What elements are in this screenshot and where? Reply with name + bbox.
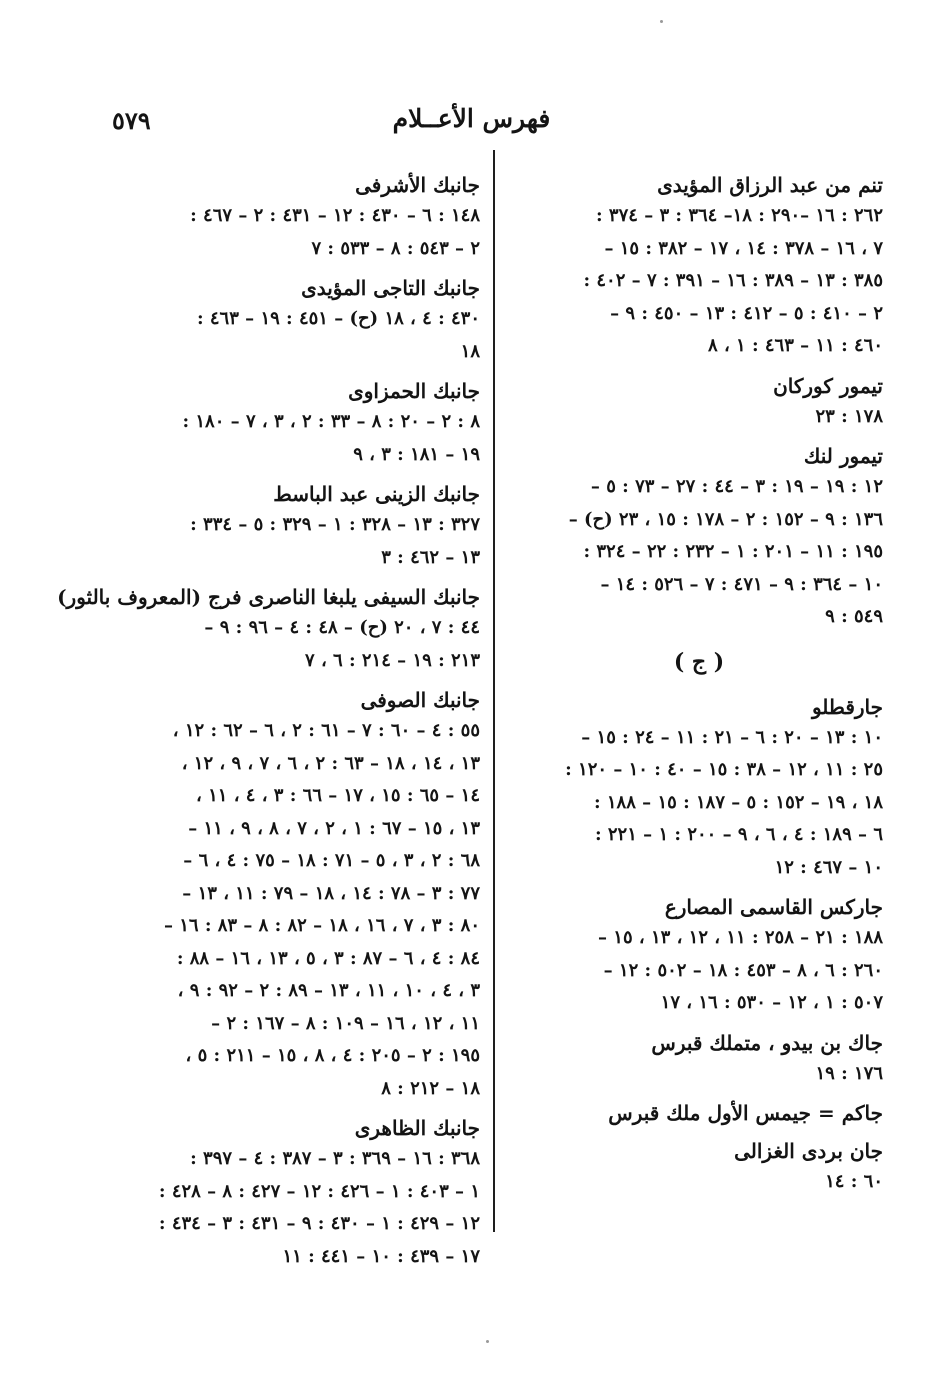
entry-references: ٥٥ : ٤ – ٦٠ : ٧ – ٦١ : ٢ ، ٦ – ٦٢ : ١٢ ، (172, 720, 480, 741)
entry-references: ١٨ ، ١٩ – ١٥٢ : ٥ – ١٨٧ : ١٥ – ١٨٨ : (593, 791, 883, 813)
entry-references: ١٠ – ٣٦٤ : ٩ – ٤٧١ : ٧ – ٥٢٦ : ١٤ – (600, 573, 883, 595)
entry-references: ٢ – ٤١٠ : ٥ – ٤١٢ : ١٣ – ٤٥٠ : ٩ – (610, 302, 883, 324)
entry-references: ٥٠٧ : ١ ، ١٢ – ٥٣٠ : ١٦ ، ١٧ (660, 992, 883, 1013)
entry-name: تيمور لنك (803, 444, 883, 468)
index-entry (515, 692, 883, 885)
scan-speck (660, 20, 663, 23)
entry-references: ١٧٦ : ١٩ (815, 1062, 883, 1084)
entry-references: ٢٦٢ : ١٦ –٢٩٠ : ١٨– ٣٦٤ : ٣ – ٣٧٤ : (595, 205, 883, 226)
entry-references: ٦ – ١٨٩ : ٤ ، ٦ ، ٩ – ٢٠٠ : ١ – ٢٢١ : (594, 824, 883, 845)
entry-name: جانبك الحمزاوى (348, 379, 480, 403)
entry-references: ١١ ، ١٢ ، ١٦ – ١٠٩ : ٨ – ١٦٧ : ٢ – (211, 1012, 480, 1034)
entry-references: ٢٥ : ١١ ، ١٢ – ٣٨ : ١٥ – ٤٠ : ١٠ – ١٢٠ : (565, 759, 883, 780)
entry-references: ٤٦٠ : ١١ – ٤٦٣ : ١ ، ٨ (708, 335, 883, 356)
entry-references: ٢١٣ : ١٩ – ٢١٤ : ٦ ، ٧ (305, 649, 480, 671)
entry-name: جانبك التاجى المؤيدى (301, 276, 480, 300)
entry-references: ١٨ – ٢١٢ : ٨ (381, 1077, 480, 1099)
entry-references: ١٩ – ١٨١ : ٣ ، ٩ (353, 443, 480, 465)
entry-references: ١٧٨ : ٢٣ (815, 405, 883, 427)
entry-references: ١٣ ، ١٥ – ٦٧ : ١ ، ٢ ، ٧ ، ٨ ، ٩ ، ١١ – (188, 817, 480, 839)
entry-references: ٧ ، ١٦ – ٣٧٨ : ١٤ ، ١٧ – ٣٨٢ : ١٥ – (604, 237, 883, 259)
entry-name: جاركس القاسمى المصارع (664, 895, 883, 919)
entry-references: ١٧ – ٤٣٩ : ١٠ – ٤٤١ : ١١ (282, 1245, 480, 1267)
entry-references: ١٩٥ : ١١ – ٢٠١ : ١ – ٢٣٢ : ٢٢ – ٣٢٤ : (583, 541, 883, 562)
entry-name: جان بردى الغزالى (734, 1139, 883, 1163)
index-entry (100, 376, 480, 471)
page-title: فهرس الأعــلام (392, 104, 551, 133)
index-entries (515, 170, 883, 634)
index-entry (100, 273, 480, 368)
entry-references: ٣٢٧ : ١٣ – ٣٢٨ : ١ – ٣٢٩ : ٥ – ٣٣٤ : (190, 514, 480, 535)
index-entry (515, 170, 883, 363)
entry-references: ١ – ٤٠٣ : ١ – ٤٢٦ : ١٢ – ٤٢٧ : ٨ – ٤٢٨ : (158, 1180, 480, 1202)
entry-references: ٨ : ٢ – ٢٠ : ٨ – ٣٣ : ٢ ، ٣ ، ٧ – ١٨٠ : (182, 411, 480, 432)
index-entry (100, 685, 480, 1105)
entry-references: ٨٤ : ٤ ، ٦ – ٨٧ : ٣ ، ٥ ، ١٣ ، ١٦ – ٨٨ : (176, 947, 480, 969)
entry-references: ١٣٦ : ٩ – ١٥٢ : ٢ – ١٧٨ : ١٥ ، ٢٣ (ح) – (568, 508, 883, 530)
entry-name: جانبك الزينى عبد الباسط (273, 482, 480, 506)
entry-name: تنم من عبد الرزاق المؤيدى (657, 173, 883, 197)
entry-references: ١٤٨ : ٦ – ٤٣٠ : ١٢ – ٤٣١ : ٢ – ٤٦٧ : (190, 205, 480, 226)
index-column-right (515, 170, 883, 1207)
entry-references: ١٤ – ٦٥ : ١٥ ، ١٧ – ٦٦ : ٣ ، ٤ ، ١١ ، (196, 785, 480, 806)
entry-name: جاك بن بيدو ، متملك قبرس (651, 1030, 883, 1055)
index-entry (100, 479, 480, 574)
index-entries (515, 692, 883, 1199)
entry-references: ٢٦٠ : ٦ ، ٨ – ٤٥٣ : ١٨ – ٥٠٢ : ١٢ – (603, 959, 883, 981)
entry-references: ١٠ – ٤٦٧ : ١٢ (774, 856, 883, 878)
entry-references: ٦٨ : ٢ ، ٣ ، ٥ – ٧١ : ١٨ – ٧٥ : ٤ ، ٦ – (183, 850, 480, 871)
index-entry (515, 1028, 883, 1091)
entry-references: ١٣ – ٤٦٢ : ٣ (381, 546, 480, 568)
entry-name: جانبك الظاهرى (354, 1116, 480, 1140)
entry-references: ١٩٥ : ٢ – ٢٠٥ : ٤ ، ٨ ، ١٥ – ٢١١ : ٥ ، (185, 1045, 480, 1066)
entry-references: ١٠ : ١٣ – ٢٠ : ٦ – ٢١ : ١١ – ٢٤ : ١٥ – (581, 726, 883, 748)
index-entry (515, 1098, 883, 1128)
index-entry (515, 892, 883, 1020)
entry-references: ٣٦٨ : ١٦ – ٣٦٩ : ٣ – ٣٨٧ : ٤ – ٣٩٧ : (190, 1148, 480, 1169)
entry-references: ٤٤ : ٧ ، ٢٠ (ح) – ٤٨ : ٤ – ٩٦ : ٩ – (204, 617, 480, 638)
entry-references: ١٨٨ : ٢١ – ٢٥٨ : ١١ ، ١٢ ، ١٣ ، ١٥ – (598, 927, 883, 948)
entry-references: ١٣ ، ١٤ ، ١٨ – ٦٣ : ٢ ، ٦ ، ٧ ، ٩ ، ١٢ ، (181, 752, 480, 774)
index-column-left (57, 170, 480, 1281)
column-divider (493, 150, 495, 1232)
entry-name: جاكم = جيمس الأول ملك قبرس (608, 1101, 883, 1125)
scan-speck (486, 1340, 489, 1343)
entry-references: ٦٠ : ١٤ (825, 1171, 883, 1192)
entry-references: ١٢ : ١٩ – ١٩ : ٣ – ٤٤ : ٢٧ – ٧٣ : ٥ – (590, 476, 883, 497)
entry-references: ٧٧ : ٣ – ٧٨ : ١٤ ، ١٨ – ٧٩ : ١١ ، ١٣ – (182, 882, 480, 904)
entry-references: ٤٣٠ : ٤ ، ١٨ (ح) – ٤٥١ : ١٩ – ٤٦٣ : (196, 308, 480, 329)
entry-references: ١٢ – ٤٢٩ : ١ – ٤٣٠ : ٩ – ٤٣١ : ٣ – ٤٣٤ : (158, 1213, 480, 1234)
entry-references: ٢ – ٥٤٣ : ٨ – ٥٣٣ : ٧ (311, 237, 480, 259)
entry-name: تيمور كوركان (773, 373, 883, 398)
index-entry (100, 1113, 480, 1273)
entry-references: ١٨ (460, 340, 480, 362)
entry-references: ٣٨٥ : ١٣ – ٣٨٩ : ١٦ – ٣٩١ : ٧ – ٤٠٢ : (583, 270, 883, 291)
entry-references: ٣ ، ٤ ، ١٠ ، ١١ ، ١٣ – ٨٩ : ٢ – ٩٢ : ٩ ، (177, 980, 480, 1001)
index-entry (515, 441, 883, 634)
page-number: ٥٧٩ (112, 106, 151, 135)
entry-name: جانبك الأشرفى (355, 173, 480, 197)
index-entries (57, 170, 480, 1273)
entry-name: جانبك السيفى يلبغا الناصرى فرج (المعروف بالثور) (57, 585, 480, 609)
section-letter: ( ج ) (673, 648, 725, 675)
entry-references: ٥٤٩ : ٩ (825, 606, 883, 627)
entry-name: جارقطلو (811, 694, 883, 719)
index-entry (57, 582, 480, 677)
index-entry (515, 1136, 883, 1199)
entry-references: ٨٠ : ٣ ، ٧ ، ١٦ ، ١٨ – ٨٢ : ٨ – ٨٣ : ١٦ – (163, 915, 480, 936)
entry-name: جانبك الصوفى (360, 688, 480, 712)
index-entry (100, 170, 480, 265)
index-entry (515, 371, 883, 434)
